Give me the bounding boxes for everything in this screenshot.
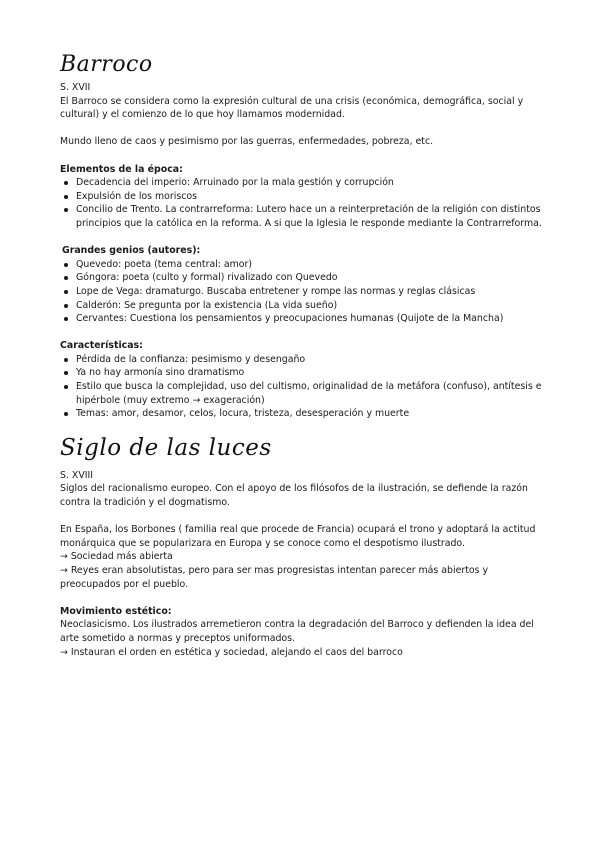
list-item: Lope de Vega: dramaturgo. Buscaba entretener y rompe las normas y reglas clásicas (76, 285, 550, 299)
siglo-arrow-2: → Reyes eran absolutistas, pero para ser mas progresistas intentan parecer más abiertos y preocupados por el pueblo. (60, 565, 489, 590)
elementos-heading: Elementos de la época: (60, 163, 183, 175)
list-item: Decadencia del imperio: Arruinado por la mala gestión y corrupción (76, 176, 550, 190)
list-item: Pérdida de la confianza: pesimismo y desengaño (76, 353, 550, 367)
list-item: Calderón: Se pregunta por la existencia (La vida sueño) (76, 299, 550, 313)
movimiento-text: Neoclasicismo. Los ilustrados arremetieron contra la degradación del Barroco y defienden la idea del arte sometido a normas y preceptos uniformados. (60, 619, 534, 644)
siglo-espana: En España, los Borbones ( familia real que procede de Francia) ocupará el trono y adoptará la actitud monárquica que se popularizara en Europa y se conoce como el despotismo ilustrado. (60, 524, 536, 549)
barroco-mundo: Mundo lleno de caos y pesimismo por las guerras, enfermedades, pobreza, etc. (60, 136, 434, 148)
list-item: Temas: amor, desamor, celos, locura, tristeza, desesperación y muerte (76, 407, 550, 421)
list-item: Cervantes: Cuestiona los pensamientos y preocupaciones humanas (Quijote de la Mancha) (76, 312, 550, 326)
siglo-title: Siglo de las luces (60, 434, 272, 461)
list-item: Expulsión de los moriscos (76, 190, 550, 204)
siglo-intro: Siglos del racionalismo europeo. Con el apoyo de los filósofos de la ilustración, se defiende la razón contra la tradición y el dogmatismo. (60, 483, 528, 509)
siglo-arrow-1: → Sociedad más abierta (60, 551, 173, 563)
siglo-century: S. XVIII (60, 469, 94, 481)
siglo-arrow-3: → Instauran el orden en estética y sociedad, alejando el caos del barroco (60, 646, 403, 658)
caracteristicas-list (60, 353, 550, 421)
barroco-intro: El Barroco se considera como la expresión cultural de una crisis (económica, demográfica, social y cultural) y el comienzo de lo que hoy llamamos modernidad. (60, 95, 524, 121)
genios-list (60, 258, 550, 326)
list-item: Concilio de Trento. La contrarreforma: Lutero hace un a reinterpretación de la religión con distintos principios que la católica en la reforma. A si que la Iglesia le responde mediante la Contrarreforma. (76, 203, 550, 230)
list-item: Góngora: poeta (culto y formal) rivalizado con Quevedo (76, 271, 550, 285)
list-item: Estilo que busca la complejidad, uso del cultismo, originalidad de la metáfora (confuso), antítesis e hipérbole (muy extremo → exageración) (76, 380, 550, 407)
barroco-title: Barroco (60, 52, 153, 77)
elementos-list (60, 176, 550, 230)
barroco-century: S. XVII (60, 82, 91, 93)
list-item: Ya no hay armonía sino dramatismo (76, 366, 550, 380)
genios-heading: Grandes genios (autores): (62, 245, 201, 257)
movimiento-heading: Movimiento estético: (60, 605, 172, 617)
list-item: Quevedo: poeta (tema central: amor) (76, 258, 550, 272)
caracteristicas-heading: Características: (60, 340, 143, 352)
document-content (60, 52, 550, 659)
